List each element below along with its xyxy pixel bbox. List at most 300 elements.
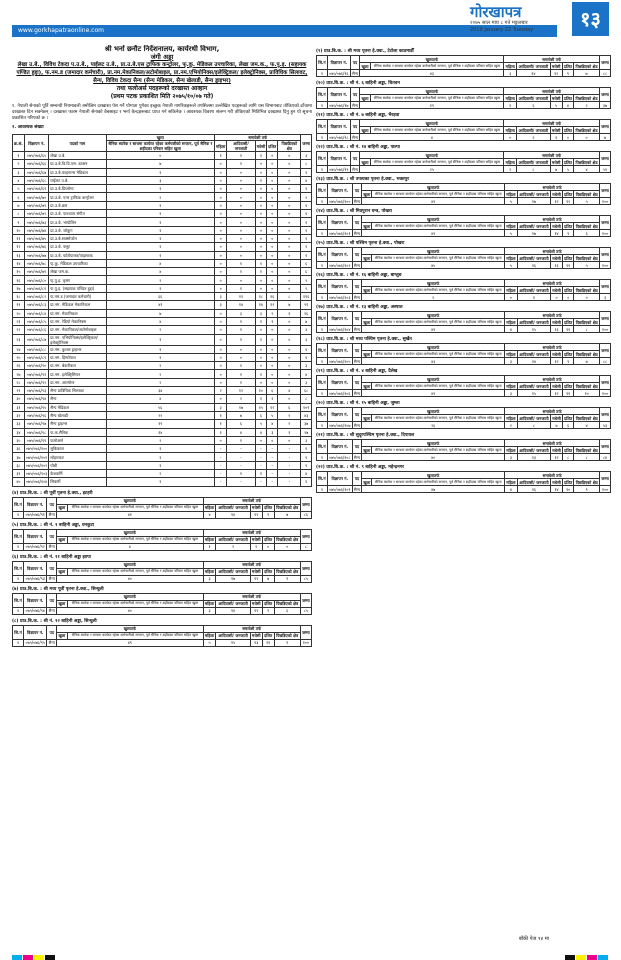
cell-dalit: ४ [267, 420, 278, 428]
col-open: खुला [363, 447, 371, 453]
table-row [13, 387, 312, 395]
cell-ad-no: ०७५/०७६/९६ [24, 411, 48, 419]
table-row [13, 370, 312, 378]
cell-total: १ [301, 168, 312, 176]
cell-backward: ० [278, 243, 301, 251]
cell-ad-no: ०७५/०७६/८८ [24, 345, 48, 353]
cell-madhesi: ० [255, 345, 267, 353]
col-open: खुला [361, 159, 369, 165]
cell-total: १ [301, 345, 312, 353]
cell-adivasi: ११ [227, 293, 255, 301]
col-reserved: समावेशी तर्फ [504, 56, 600, 63]
col-ad-no: विज्ञापन नं. [327, 56, 350, 70]
cell-adivasi: १ [227, 152, 255, 160]
cell-adivasi: ० [227, 345, 255, 353]
cell-adivasi: - [227, 453, 255, 461]
table-row [13, 284, 312, 292]
table-row [13, 607, 312, 614]
cell-open: ४९ [362, 390, 505, 397]
cell-total: ४ [301, 469, 312, 477]
cell-backward: ० [278, 201, 301, 209]
main-vacancy-table [12, 134, 312, 487]
cell-ad-no: ०७५/०७६/६८ [24, 176, 48, 184]
left-column [12, 45, 312, 940]
region-block [12, 554, 312, 583]
col-serial: सि.नं [13, 625, 24, 639]
cell-serial: १ [317, 166, 328, 173]
col-adivasi: आदिवासी/ जनजाती [216, 536, 250, 543]
col-open-desc: सैनिक ब्यारेक र साथमा कार्यरत रहेका कर्मचारीको सन्तान, पूर्व सैनिक र शहीदका परिवार सहित खुला [372, 415, 505, 422]
cell-madhesi: १ [255, 176, 267, 184]
col-total: जम्मा [599, 120, 610, 134]
cell-post: फ.क.सैनिक [49, 428, 106, 436]
cell-women: ३ [504, 70, 517, 77]
cell-ad-no: ०७५/०७६/८१ [24, 284, 48, 292]
cell-ad-no: ०७५/०७६/९१ [24, 370, 48, 378]
cell-women: ० [215, 243, 227, 251]
col-open-desc: सैनिक ब्यारेक र साथमा कार्यरत रहेका कर्मचारीको सन्तान, पूर्व सैनिक र शहीदका परिवार सहित खुला [67, 504, 203, 511]
region-block-title: (१०) प्राउ.बि.क. : श्री नं. ६ बाहिनी अड्डा, चितवन [316, 81, 400, 86]
col-total: जम्मा [600, 248, 611, 262]
cell-post: सैन्य [352, 70, 359, 76]
cell-total: ६८ [301, 387, 312, 395]
cell-total: ३ [301, 362, 312, 370]
cell-serial: १ [317, 134, 328, 141]
swatch-magenta-2 [587, 955, 597, 960]
col-post: पद [352, 312, 361, 326]
region-block [316, 48, 611, 77]
cell-backward: ० [278, 276, 301, 284]
col-open-desc: सैनिक ब्यारेक र साथमा कार्यरत रहेका कर्मचारीको सन्तान, पूर्व सैनिक र शहीदका परिवार सहित खुला [370, 63, 504, 70]
col-post: पद [47, 625, 57, 639]
table-row [317, 326, 611, 333]
cell-women: १ [215, 411, 227, 419]
cell-women: ३ [203, 575, 216, 582]
col-post: पद [47, 529, 57, 543]
cell-madhesi: १४ [551, 230, 563, 237]
col-open-desc: सैनिक ब्यारेक र साथमा कार्यरत रहेका कर्मचारीको सन्तान, पूर्व सैनिक र शहीदका परिवार सहित खुला [372, 383, 505, 390]
col-backward: पिछडिएको क्षेत्र [575, 351, 598, 357]
col-open-side: खुलातर्फ [362, 408, 505, 415]
col-serial: सि.नं [13, 529, 24, 543]
cell-serial: १ [13, 152, 25, 160]
cell-madhesi: १२ [551, 454, 563, 461]
col-ad-no: विज्ञापन नं. [327, 88, 350, 102]
cell-ad-no: ०७५/०७६/१०२ [329, 262, 351, 268]
cell-dalit: ११ [562, 262, 573, 269]
cell-dalit: ५ [267, 411, 278, 419]
cell-total: ५१ [599, 166, 610, 173]
col-dalit: दलित [563, 95, 572, 101]
cell-adivasi: ० [227, 243, 255, 251]
cell-open: १ [106, 185, 214, 193]
cell-post: सैन्य [353, 198, 361, 204]
cell-adivasi: १ [227, 160, 255, 168]
col-total: जम्मा [600, 312, 611, 326]
cell-post: प्रा.उ.बे.डिप्लोमा [49, 185, 106, 193]
table-row [317, 166, 611, 173]
table-row [13, 395, 312, 403]
col-women: महिला [204, 537, 215, 543]
cell-post: प्रा.नम. इलेक्ट्रिसियन [49, 370, 106, 378]
col-total: जम्मा [599, 56, 610, 70]
col-total: जम्मा [300, 593, 311, 607]
table-row [13, 160, 312, 168]
cell-serial: १ [317, 326, 328, 333]
cell-ad-no: ०७५/०७६/८३ [24, 301, 48, 309]
cell-post: सैन्य [49, 395, 106, 403]
col-madhesi: मधेसी [551, 159, 561, 165]
cell-dalit: ० [267, 234, 278, 242]
cell-ad-no: ०७५/०७६/९२ [23, 543, 46, 550]
cell-adivasi: ० [227, 218, 255, 226]
col-reserved: समावेशी तर्फ [203, 529, 300, 536]
col-backward: पिछडिएको क्षेत्र [274, 600, 300, 607]
cell-women: ० [215, 168, 227, 176]
print-color-bar [12, 936, 609, 954]
col-dalit: दलित [264, 537, 273, 543]
region-block-title: (११) प्राउ.बि.क. : श्री नं. ७ बाहिनी अड्डा, भैरहवा [316, 113, 400, 118]
cell-madhesi: १४ [551, 486, 563, 493]
col-post: पद [352, 376, 361, 390]
cell-open: १४ [106, 428, 214, 436]
col-madhesi: मधेसी [551, 63, 561, 69]
cell-madhesi: ४ [255, 428, 267, 436]
cell-post: फ.नम.ड (जमादार कर्मचारी) [49, 293, 106, 301]
region-table [316, 55, 611, 77]
col-dalit: दलित [564, 223, 573, 229]
region-block-title: (९) प्राउ.बि.क. : श्री मध्य पृतना हे.क्वा., टेटोला काठमाडौँ [316, 49, 414, 54]
cell-open: ४१ [106, 301, 214, 309]
region-block [316, 272, 611, 301]
table-row [317, 198, 611, 205]
cell-ad-no: ०७५/०७६/९९ [24, 436, 48, 444]
col-backward: पिछडिएको क्षेत्र [278, 141, 301, 152]
cell-dalit: ० [267, 210, 278, 218]
cell-dalit: ० [267, 436, 278, 444]
cell-serial: १३ [13, 251, 25, 259]
cell-ad-no: ०७५/०७६/९७ [329, 102, 349, 108]
col-open: खुला [58, 569, 66, 575]
cell-open: १ [106, 251, 214, 259]
cell-women: ० [215, 210, 227, 218]
cell-dalit: ० [267, 326, 278, 334]
masthead [0, 0, 621, 42]
cell-adivasi: १४ [517, 70, 551, 77]
cell-serial: १ [317, 70, 328, 77]
cell-serial: २८ [13, 378, 25, 386]
cell-open: २५ [360, 166, 504, 173]
col-total: जम्मा [600, 184, 611, 198]
cell-post: फ्.पु.इ. कृष्ण [49, 276, 106, 284]
cell-open: १ [106, 334, 214, 345]
cell-total: १०९ [301, 403, 312, 411]
cell-women: १ [504, 102, 517, 109]
cell-backward: - [278, 478, 301, 486]
region-block [316, 80, 611, 109]
cell-adivasi: ० [227, 185, 255, 193]
cell-ad-no: ०७५/०७६/९० [24, 362, 48, 370]
site-url[interactable]: www.gorkhapatraonline.com [18, 27, 104, 34]
cell-post: प्रा.नम. मेकानिकल/अटोमोबाइल [49, 326, 106, 334]
cell-serial: २३ [13, 334, 25, 345]
cell-ad-no: ०७५/०७६/९९ [329, 166, 349, 172]
cell-post: सिकर्मी [49, 478, 106, 486]
cell-dalit: ० [562, 134, 574, 141]
col-women: महिला [506, 255, 516, 261]
cell-serial: १९ [13, 301, 25, 309]
col-total: जम्मा [600, 216, 611, 230]
col-open-side: खुलातर्फ [57, 529, 203, 536]
region-block-title: (२१) प्राउ.बि.क. : श्री सुदूरपश्चिम पृतना हे.क्वा., दिपायल [316, 433, 415, 438]
cell-backward: ७ [278, 301, 301, 309]
table-row [317, 262, 611, 269]
cell-serial: १ [13, 511, 24, 518]
col-open-side: खुलातर्फ [362, 376, 505, 383]
col-open: खुला [363, 351, 371, 357]
cell-total: १ [301, 218, 312, 226]
region-block-title: (६) प्राउ.बि.क. : श्री नं. ११ बाहिनी अड्डा झापा [12, 554, 91, 560]
col-open-desc: सैनिक ब्यारेक र साथमा कार्यरत रहेका कर्मचारीको सन्तान, पूर्व सैनिक र शहीदका परिवार सहित खुला [372, 223, 505, 230]
cell-ad-no: ०७५/०७६/७९ [24, 268, 48, 276]
cell-post: सैन्य [353, 454, 361, 460]
cell-backward: - [278, 453, 301, 461]
cell-dalit: ११ [562, 390, 573, 397]
cell-women: ० [215, 251, 227, 259]
cell-women: २ [215, 387, 227, 395]
table-row [317, 422, 611, 429]
cell-post: पाईलट उ.बे. [49, 176, 106, 184]
cell-madhesi: १ [255, 395, 267, 403]
region-block [316, 112, 611, 141]
cell-adivasi: ० [227, 226, 255, 234]
cell-dalit: ८ [562, 454, 573, 461]
col-ad-no: विज्ञापन नं. [24, 135, 48, 152]
cell-dalit: ० [267, 334, 278, 345]
col-open: खुला [363, 255, 371, 261]
cell-madhesi: - [255, 453, 267, 461]
col-ad-no: विज्ञापन नं. [23, 529, 46, 543]
cell-madhesi: १ [255, 268, 267, 276]
cell-total: ५३ [600, 422, 611, 429]
cell-post: सैन्य प्राविधिक सिलावट [49, 387, 106, 395]
cell-madhesi: ० [255, 362, 267, 370]
cell-madhesi: ० [551, 294, 563, 301]
cell-serial: १ [13, 607, 24, 614]
region-table [316, 87, 611, 109]
cell-backward: ० [278, 193, 301, 201]
cell-backward: - [278, 461, 301, 469]
notice-posts: लेखा उ.बे., विविध टेकदा प.उ.बे., पाईलट उ.बे., प्रा.उ.बे.एस ट्राफिक कन्ट्रोलर, फ्.कु. मेडिकल उपचारिका, लेखा जम.क., फ.पु.इ. (सहायक पण्डित हुद्दा), फ.नम.ड (जमादार कर्मचारी), प्रा.नम.मेकानिकल/अटोमोबाइल, प्रा.नम.एभियोनिक्स/इलेक्ट्रिकल/ इलेक्ट्रोनिक्स, प्राविधिक सिलावट, सैन्य, विविध टेकदा सैन्य (सैन्य मेडिकल, सैन्य खेलाडी, सैन्य ड्राइभर) [16, 62, 308, 84]
cell-madhesi: १ [255, 317, 267, 325]
col-adivasi: आदिवासी/ जनजाती [517, 127, 551, 134]
cell-madhesi: ७ [551, 422, 563, 429]
region-block [316, 304, 611, 333]
cell-dalit: ० [262, 543, 274, 550]
cell-open: २६ [362, 422, 505, 429]
region-block [316, 336, 611, 365]
cell-post: प्रा.नम. बेकरीकल [49, 362, 106, 370]
cell-post: सैन्य [48, 608, 55, 614]
col-open-desc: सैनिक ब्यारेक र साथमा कार्यरत रहेका कर्मचारीको सन्तान, पूर्व सैनिक र शहीदका परिवार सहित खुला [106, 141, 214, 152]
cell-serial: १४ [13, 259, 25, 267]
cell-adivasi: २ [216, 543, 250, 550]
cell-open: ४१ [57, 511, 203, 518]
region-block [12, 522, 312, 551]
col-open-side: खुलातर्फ [362, 280, 505, 287]
cell-backward: ८ [278, 293, 301, 301]
region-table [316, 215, 611, 237]
cell-post: सैन्य [48, 576, 55, 582]
col-open-side: खुलातर्फ [360, 152, 504, 159]
cell-dalit: ० [267, 370, 278, 378]
cell-open: १ [106, 234, 214, 242]
cell-madhesi: १ [250, 543, 262, 550]
col-ad-no: विज्ञापन नं. [327, 440, 352, 454]
cell-open: १ [106, 284, 214, 292]
col-backward: पिछडिएको क्षेत्र [575, 127, 598, 133]
region-block-title: (१३) प्राउ.बि.क. : श्री उपत्यका पृतना हे.क्वा., भक्तपुर [316, 177, 409, 182]
col-madhesi: मधेसी [251, 633, 261, 639]
table-row [13, 251, 312, 259]
cell-total: १ [301, 185, 312, 193]
cell-total: ३ [301, 326, 312, 334]
cell-serial: ३२ [13, 411, 25, 419]
region-block [316, 432, 611, 461]
region-table [316, 183, 611, 205]
cell-women: ५ [505, 262, 518, 269]
cell-women: ० [215, 259, 227, 267]
col-total: जम्मा [300, 529, 311, 543]
cell-adivasi: १ [227, 370, 255, 378]
cell-serial: १ [317, 486, 328, 493]
cell-total: १ [301, 453, 312, 461]
table-row [317, 134, 611, 141]
col-women: महिला [505, 63, 515, 69]
notice-body: १. नेपाली सेनाको पूर्ति सम्बन्धी नियमावली बमोजिम दरखास्त पेश गर्ने योग्यता पुगेका इच्छुक नेपाली नागरिकहरूले तपसिलमा उल्लेखित पदहरूको लागि यस विभागबाट तोकिएको ढाँचामा दरखास्त दिन सक्नेछन् । दरखास्त फारम नेपाली सेनाको वेबसाइट र भर्ना केन्द्रहरूबाट प्राप्त गर्न सकिनेछ । आवश्यक विवरण संलग्न गरी तोकिएको मितिभित्र दरखास्त दिनु हुन यो सूचना प्रकाशित गरिएको छ । [12, 104, 312, 121]
cell-women: ४ [505, 486, 518, 493]
cell-ad-no: ०७५/०७६/८४ [24, 309, 48, 317]
table-row [13, 317, 312, 325]
cell-serial: १२ [13, 243, 25, 251]
cell-women: ० [215, 193, 227, 201]
cell-total: २ [301, 193, 312, 201]
cell-total: ३७ [301, 420, 312, 428]
col-open-side: खुलातर्फ [360, 120, 504, 127]
cell-ad-no: ०७५/०७६/७७ [24, 251, 48, 259]
cell-open: १ [106, 353, 214, 361]
col-open: खुला [361, 63, 369, 69]
cell-post: सैन्य [353, 422, 361, 428]
cell-adivasi: १६ [517, 262, 550, 269]
col-women: महिला [204, 633, 215, 639]
cell-women: - [215, 461, 227, 469]
table-row [13, 334, 312, 345]
col-serial: सि.नं [317, 440, 328, 454]
col-reserved: समावेशी तर्फ [203, 561, 300, 568]
cell-backward: - [278, 445, 301, 453]
table-row [13, 276, 312, 284]
col-open: खुला [361, 95, 369, 101]
cell-backward: ० [278, 218, 301, 226]
cell-ad-no: ०७५/०७६/८७ [24, 334, 48, 345]
cell-post: प्रा.उ.बे. पाश्चात्य संगीत [49, 210, 106, 218]
cell-open: २ [106, 193, 214, 201]
cell-dalit: ११ [562, 326, 573, 333]
cell-total: १६ [301, 309, 312, 317]
cell-post: सैन्य [353, 358, 361, 364]
cell-women: ० [215, 378, 227, 386]
cell-dalit: १ [267, 317, 278, 325]
col-dalit: दलित [564, 287, 573, 293]
cell-adivasi: ० [227, 210, 255, 218]
cell-ad-no: ०७५/०७६/९८ [329, 134, 349, 140]
col-reserved: समावेशी तर्फ [505, 408, 600, 415]
cell-serial: १८ [13, 293, 25, 301]
col-madhesi: मधेसी [551, 95, 561, 101]
region-block-title: (४) प्राउ.बि.क. : श्री पूर्वी पृतना हे.क्वा., इटहरी [12, 490, 93, 496]
col-post: पदको नाम [49, 135, 106, 152]
cell-women: ० [215, 185, 227, 193]
col-total: जम्मा [600, 472, 611, 486]
cell-women: ० [215, 309, 227, 317]
col-serial: सि.नं [317, 184, 328, 198]
cell-serial: १ [317, 422, 328, 429]
col-adivasi: आदिवासी/ जनजाती [519, 223, 549, 229]
col-open-desc: सैनिक ब्यारेक र साथमा कार्यरत रहेका कर्मचारीको सन्तान, पूर्व सैनिक र शहीदका परिवार सहित खुला [370, 159, 504, 166]
col-women: महिला [505, 159, 515, 165]
col-madhesi: मधेसी [552, 255, 561, 261]
cell-open: ० [106, 152, 214, 160]
cell-backward: ५ [574, 262, 600, 269]
col-serial: सि.नं [317, 344, 328, 358]
region-block [316, 240, 611, 269]
cell-open: ४ [106, 395, 214, 403]
cell-total: १०० [600, 262, 611, 269]
cell-madhesi: ० [255, 378, 267, 386]
col-madhesi: मधेसी [552, 223, 561, 229]
cell-adivasi: १४ [517, 358, 550, 365]
cell-women: २ [504, 166, 517, 173]
cell-open: २ [106, 326, 214, 334]
cell-total: ८८ [599, 70, 610, 77]
cell-madhesi: ० [255, 234, 267, 242]
col-backward: पिछडिएको क्षेत्र [575, 479, 598, 485]
cell-madhesi: - [255, 461, 267, 469]
cell-post: प्रा.नम. मेकानिकल [49, 309, 106, 317]
cell-backward: ६ [274, 607, 300, 614]
cell-backward: ० [278, 259, 301, 267]
col-madhesi: मधेसी [552, 287, 561, 293]
cell-adivasi: १५ [216, 639, 250, 646]
col-ad-no: विज्ञापन नं. [23, 561, 46, 575]
cell-post: प्रा.उ.बे. जोकुग [49, 226, 106, 234]
cell-madhesi: १ [255, 334, 267, 345]
cell-post: प्रा.नम. एभियोनिक्स/इलेक्ट्रिकल/ इलेक्ट्रोनिक्स [49, 334, 106, 345]
cell-women: ३ [505, 358, 518, 365]
cell-women: ० [215, 201, 227, 209]
table-row [13, 218, 312, 226]
col-backward: पिछडिएको क्षेत्र [575, 319, 598, 325]
cell-adivasi: ४ [227, 428, 255, 436]
cell-women: ० [215, 268, 227, 276]
cell-total: ३ [301, 378, 312, 386]
cell-adivasi: ८ [517, 166, 551, 173]
cell-adivasi: १५ [517, 326, 550, 333]
cell-madhesi: ० [255, 185, 267, 193]
cell-adivasi: १४ [216, 511, 250, 518]
cell-dalit: ० [267, 268, 278, 276]
